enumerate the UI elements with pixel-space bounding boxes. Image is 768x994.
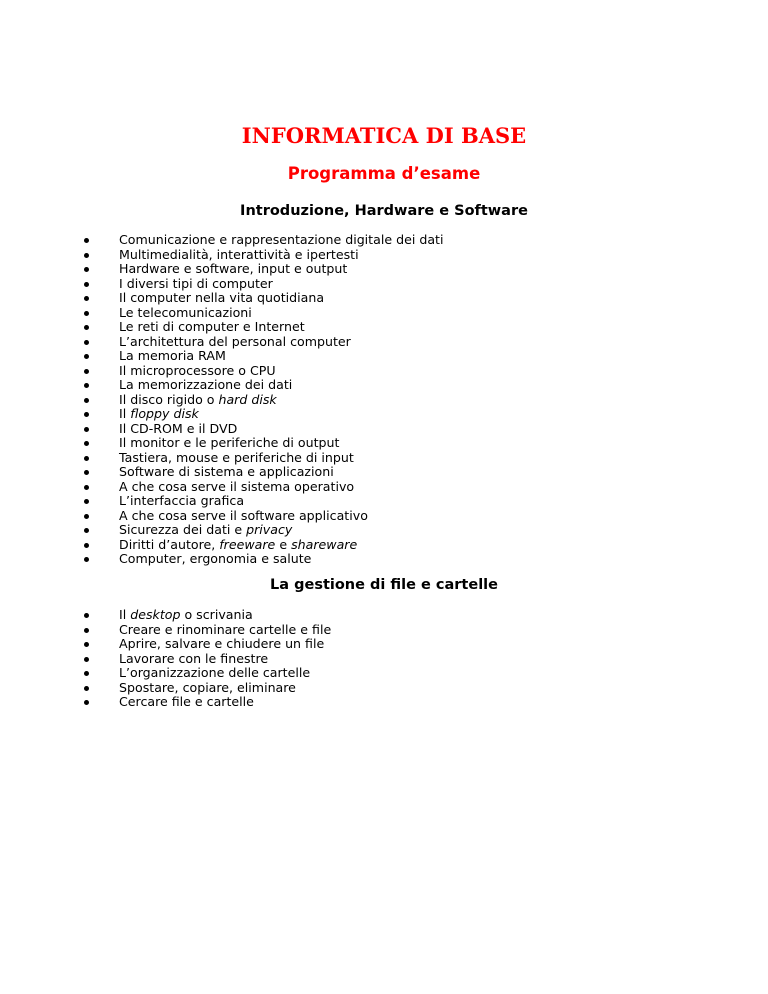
list-item [0, 623, 700, 638]
list-item [0, 681, 700, 696]
bullet-icon [84, 238, 89, 243]
list-item-text: o scrivania [180, 607, 253, 622]
bullet-icon [84, 398, 89, 403]
list-item-text: L’architettura del personal computer [119, 333, 351, 349]
bullet-icon [84, 412, 89, 417]
bullet-icon [84, 613, 89, 618]
list-item-text: La memorizzazione dei dati [119, 377, 293, 392]
bullet-icon [84, 514, 89, 519]
list-item-text: shareware [291, 536, 358, 552]
list-item-text: Software di sistema e applicazioni [119, 464, 334, 479]
list-item [0, 306, 700, 321]
list-item-text: desktop [130, 607, 181, 622]
bullet-icon [84, 686, 89, 691]
list-item [0, 538, 700, 553]
list-item-text: Lavorare con le finestre [119, 650, 269, 666]
list-item [0, 436, 700, 451]
list-item-text: Il CD-ROM e il DVD [119, 420, 238, 436]
list-item-text: privacy [246, 522, 293, 537]
bullet-icon [84, 499, 89, 504]
list-item [0, 552, 700, 567]
list-item-text: e [275, 536, 292, 552]
list-item-text: Sicurezza dei dati e [119, 522, 247, 537]
bullet-icon [84, 543, 89, 548]
topic-list-hardware-software [0, 233, 700, 567]
list-item-text: Il disco rigido o [119, 391, 219, 407]
bullet-icon [84, 340, 89, 345]
list-item [0, 320, 700, 335]
list-item-text: Cercare file e cartelle [119, 694, 254, 709]
list-item-text: hard disk [218, 391, 277, 407]
list-item [0, 233, 700, 248]
bullet-icon [84, 282, 89, 287]
bullet-icon [84, 296, 89, 301]
bullet-icon [84, 642, 89, 647]
bullet-icon [84, 311, 89, 316]
list-item-text: I diversi tipi di computer [119, 275, 273, 291]
list-item-text: Il [119, 607, 131, 622]
list-item [0, 262, 700, 277]
document-title: INFORMATICA DI BASE [241, 123, 527, 148]
topic-list-file-cartelle [0, 608, 700, 710]
list-item-text: Tastiera, mouse e periferiche di input [119, 449, 354, 465]
bullet-icon [84, 267, 89, 272]
list-item [0, 277, 700, 292]
bullet-icon [84, 557, 89, 562]
list-item-text: Le telecomunicazioni [119, 304, 252, 320]
list-item [0, 608, 700, 623]
list-item-text: Computer, ergonomia e salute [119, 551, 312, 566]
list-item [0, 248, 700, 263]
list-item [0, 666, 700, 681]
list-item [0, 349, 700, 364]
list-item [0, 523, 700, 538]
document-subtitle: Programma d’esame [287, 164, 481, 183]
list-item-text: Aprire, salvare e chiudere un file [119, 636, 325, 651]
bullet-icon [84, 657, 89, 662]
list-item-text: Multimedialità, interattività e ipertesti [119, 246, 359, 262]
list-item-text: Le reti di computer e Internet [119, 319, 305, 334]
bullet-icon [84, 427, 89, 432]
section-heading-hardware-software: Introduzione, Hardware e Software [240, 203, 528, 219]
list-item [0, 291, 700, 306]
list-item [0, 393, 700, 408]
bullet-icon [84, 369, 89, 374]
list-item [0, 335, 700, 350]
bullet-icon [84, 700, 89, 705]
list-item-text: freeware [219, 536, 276, 552]
list-item-text: Creare e rinominare cartelle e file [119, 621, 332, 637]
bullet-icon [84, 528, 89, 533]
list-item [0, 422, 700, 437]
list-item [0, 364, 700, 379]
list-item-text: Il monitor e le periferiche di output [119, 435, 340, 450]
list-item-text: Spostare, copiare, eliminare [119, 679, 296, 695]
list-item [0, 695, 700, 710]
list-item [0, 637, 700, 652]
list-item-text: L’interfaccia grafica [119, 493, 245, 508]
list-item-text: A che cosa serve il software applicativo [119, 507, 368, 523]
list-item-text: Il computer nella vita quotidiana [119, 290, 325, 305]
section-heading-file-cartelle: La gestione di file e cartelle [270, 577, 498, 593]
list-item [0, 378, 700, 393]
bullet-icon [84, 383, 89, 388]
list-item [0, 465, 700, 480]
list-item-text: Il microprocessore o CPU [119, 362, 276, 378]
bullet-icon [84, 628, 89, 633]
bullet-icon [84, 325, 89, 330]
list-item [0, 407, 700, 422]
bullet-icon [84, 253, 89, 258]
bullet-icon [84, 485, 89, 490]
list-item [0, 494, 700, 509]
bullet-icon [84, 671, 89, 676]
list-item-text: Comunicazione e rappresentazione digitale dei dati [119, 232, 444, 247]
list-item-text: La memoria RAM [119, 348, 226, 363]
list-item [0, 652, 700, 667]
bullet-icon [84, 456, 89, 461]
list-item-text: Diritti d’autore, [119, 536, 220, 552]
list-item [0, 480, 700, 495]
list-item [0, 509, 700, 524]
list-item-text: floppy disk [130, 406, 199, 421]
bullet-icon [84, 470, 89, 475]
bullet-icon [84, 354, 89, 359]
list-item-text: Hardware e software, input e output [119, 261, 348, 276]
list-item-text: Il [119, 406, 131, 421]
list-item [0, 451, 700, 466]
bullet-icon [84, 441, 89, 446]
list-item-text: A che cosa serve il sistema operativo [119, 478, 355, 494]
list-item-text: L’organizzazione delle cartelle [119, 665, 311, 680]
